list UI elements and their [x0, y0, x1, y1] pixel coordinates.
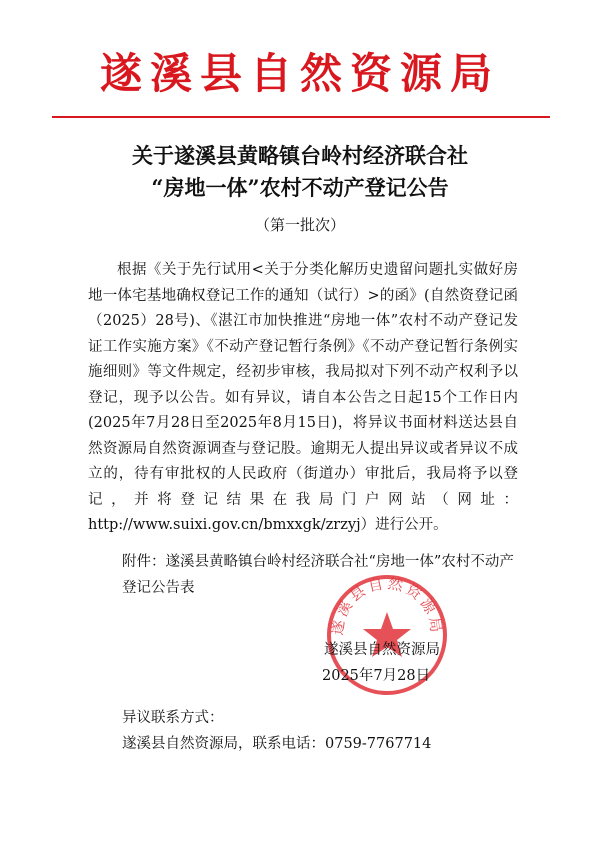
attachment-note: 附件：遂溪县黄略镇台岭村经济联合社“房地一体”农村不动产登记公告表	[122, 554, 514, 596]
notice-title-line-2: “房地一体”农村不动产登记公告	[151, 175, 449, 200]
issuer-signature: 遂溪县自然资源局	[324, 642, 440, 658]
contact-label: 异议联系方式：	[122, 710, 224, 726]
notice-body: 根据《关于先行试用<关于分类化解历史遗留问题扎实做好房地一体宅基地确权登记工作的通知（试行）>的函》(自然资登记函（2025）28号)、《湛江市加快推进“房地一体”农村不动产登记发证工作实施方案》《不动产登记暂行条例》《不动产登记暂行条例实施细则》等文件规定，经初步审核，我局拟对下列不动产权利予以登记，现予以公告。如有异议，请自本公告之日起15个工作日内(2025年7月28日至2025年8月15日)，将异议书面材料送达县自然资源局自然资源调查与登记股。逾期无人提出异议或者异议不成立的，待有审批权的人民政府（街道办）审批后，我局将予以登记，并将登记结果在我局门户网站（网址：http://www.suixi.gov.cn/bmxxgk/zrzyj）进行公开。	[88, 262, 518, 533]
issuing-authority-header: 遂溪县自然资源局	[99, 49, 500, 98]
header-divider	[52, 116, 550, 118]
seal-text: 遂溪县自然资源局	[328, 574, 446, 637]
issue-date: 2025年7月28日	[322, 668, 431, 684]
contact-info: 遂溪县自然资源局，联系电话：0759-7767714	[122, 736, 432, 752]
notice-title-line-1: 关于遂溪县黄略镇台岭村经济联合社	[132, 143, 468, 168]
batch-label: （第一批次）	[254, 216, 345, 234]
